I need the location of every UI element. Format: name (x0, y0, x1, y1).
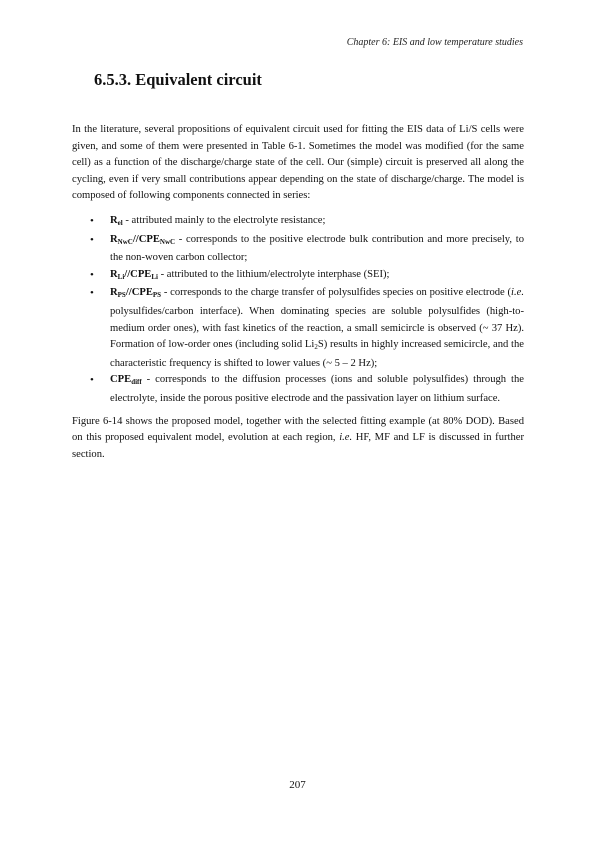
bullet-icon: • (90, 233, 94, 246)
bullet-icon: • (90, 374, 94, 387)
component-symbol: $R_{Li}//CPE_{Li}$ (110, 268, 158, 281)
component-description: - corresponds to the charge transfer of polysulfides species on positive electrode (i.e. polysulfides/carbon interface). When dominating species are soluble polysulfides (high-to-medium order ones), with fast kinetics of the reaction, a small semicircle is observed (~ 37 Hz). Formation of low-order ones (including solid $Li_2S$) results in highly increased semicircle, and the characteristic frequency is shifted to lower values (~ 5 – 2 Hz); (110, 287, 525, 369)
closing-paragraph: Figure 6-14 shows the proposed model, together with the selected fitting example (at 80% DOD). Based on this proposed equivalent model, evolution at each region, i.e. HF, MF and LF is discussed in further section. (72, 415, 524, 460)
component-list (72, 213, 524, 408)
component-description: - attributed to the lithium/electrolyte interphase (SEI); (157, 268, 390, 280)
component-symbol: $R_{el}$ (110, 214, 123, 227)
list-item-rel (72, 213, 524, 232)
component-symbol: $CPE_{diff}$ (110, 374, 142, 387)
component-symbol: $R_{NwC}//CPE_{NwC}$ (110, 233, 176, 246)
component-symbol: $R_{PS}//CPE_{PS}$ (110, 287, 162, 300)
component-description: - attributed mainly to the electrolyte resistance; (122, 214, 326, 226)
running-header: Chapter 6: EIS and low temperature studies (346, 37, 523, 48)
list-item-cpediff (72, 372, 524, 407)
section-title: 6.5.3. Equivalent circuit (94, 70, 262, 89)
list-item-rli (72, 267, 524, 286)
list-item-rps (72, 285, 524, 372)
list-item-rnwc (72, 232, 524, 267)
bullet-icon: • (90, 287, 94, 300)
bullet-icon: • (90, 268, 94, 281)
bullet-icon: • (90, 214, 94, 227)
component-description: - corresponds to the diffusion processes (ions and soluble polysulfides) through the electrolyte, inside the porous positive electrode and the passivation layer on lithium surface. (110, 374, 524, 404)
intro-paragraph: In the literature, several propositions of equivalent circuit used for fitting the EIS data of Li/S cells were given, and some of them were presented in Table 6-1. Sometimes the model was modified (for the same cell) as a function of the discharge/charge state of the cell. Our (simple) circuit is preserved all along the cycling, even if very small contributions appear depending on the state of discharge/charge. The model is composed of following components connected in series: (72, 124, 524, 202)
component-description: - corresponds to the positive electrode bulk contribution and more precisely, to the non-woven carbon collector; (110, 233, 524, 264)
body-text (72, 122, 524, 463)
page-number: 207 (289, 779, 306, 791)
